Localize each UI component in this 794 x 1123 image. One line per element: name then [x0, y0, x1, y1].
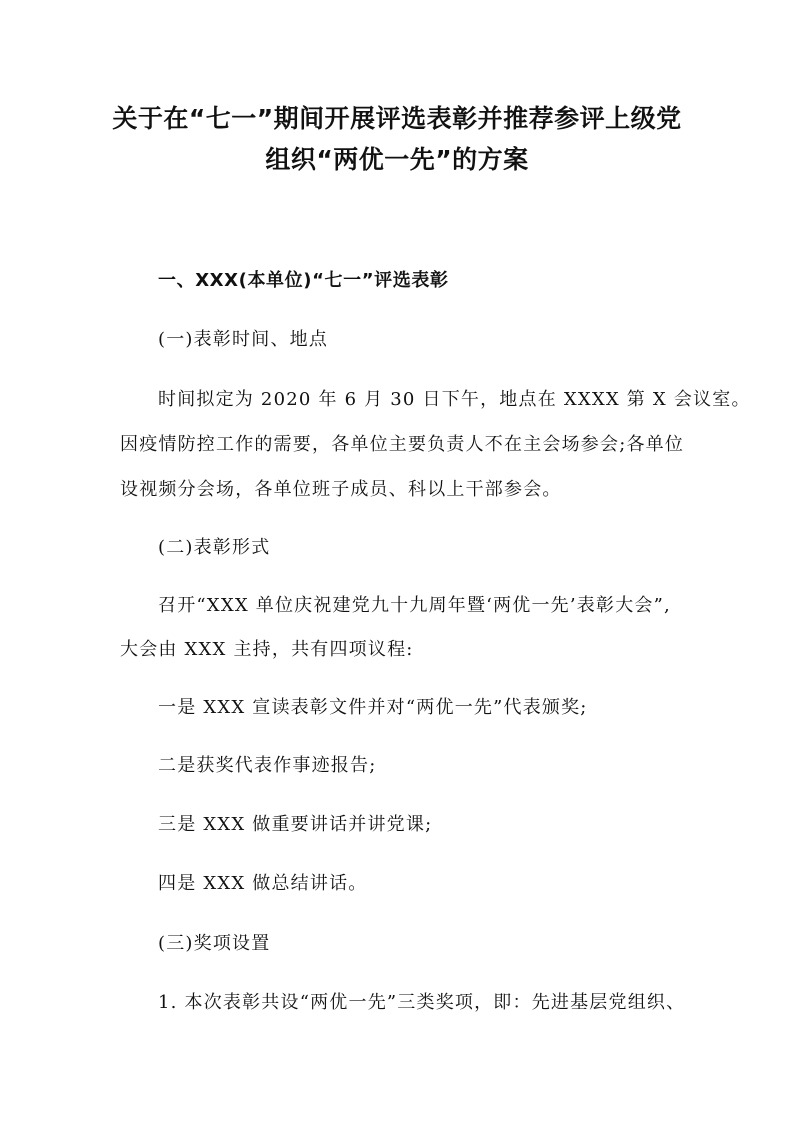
- agenda-item-3: 三是 XXX 做重要讲话并讲党课;: [158, 814, 433, 835]
- document-title-line-1: 关于在“七一”期间开展评选表彰并推荐参评上级党: [112, 104, 682, 133]
- agenda-item-1: 一是 XXX 宣读表彰文件并对“两优一先”代表颁奖;: [158, 697, 588, 718]
- subsection-heading-time-place: (一)表彰时间、地点: [158, 329, 329, 350]
- paragraph-line: 时间拟定为 2020 年 6 月 30 日下午，地点在 XXXX 第 X 会议室。: [158, 389, 751, 410]
- subsection-heading-form: (二)表彰形式: [158, 537, 271, 558]
- section-heading: 一、XXX(本单位)“七一”评选表彰: [158, 270, 449, 291]
- paragraph-line: 召开“XXX 单位庆祝建党九十九周年暨‘两优一先’表彰大会”,: [158, 595, 671, 616]
- paragraph-line: 因疫情防控工作的需要，各单位主要负责人不在主会场参会;各单位: [120, 434, 685, 455]
- paragraph-line: 设视频分会场，各单位班子成员、科以上干部参会。: [120, 479, 562, 500]
- paragraph-line: 大会由 XXX 主持，共有四项议程:: [120, 639, 414, 660]
- paragraph-line: 1. 本次表彰共设“两优一先”三类奖项，即：先进基层党组织、: [158, 992, 686, 1013]
- agenda-item-4: 四是 XXX 做总结讲话。: [158, 873, 368, 894]
- document-title-line-2: 组织“两优一先”的方案: [265, 145, 529, 174]
- subsection-heading-awards: (三)奖项设置: [158, 933, 271, 954]
- agenda-item-2: 二是获奖代表作事迹报告;: [158, 755, 377, 776]
